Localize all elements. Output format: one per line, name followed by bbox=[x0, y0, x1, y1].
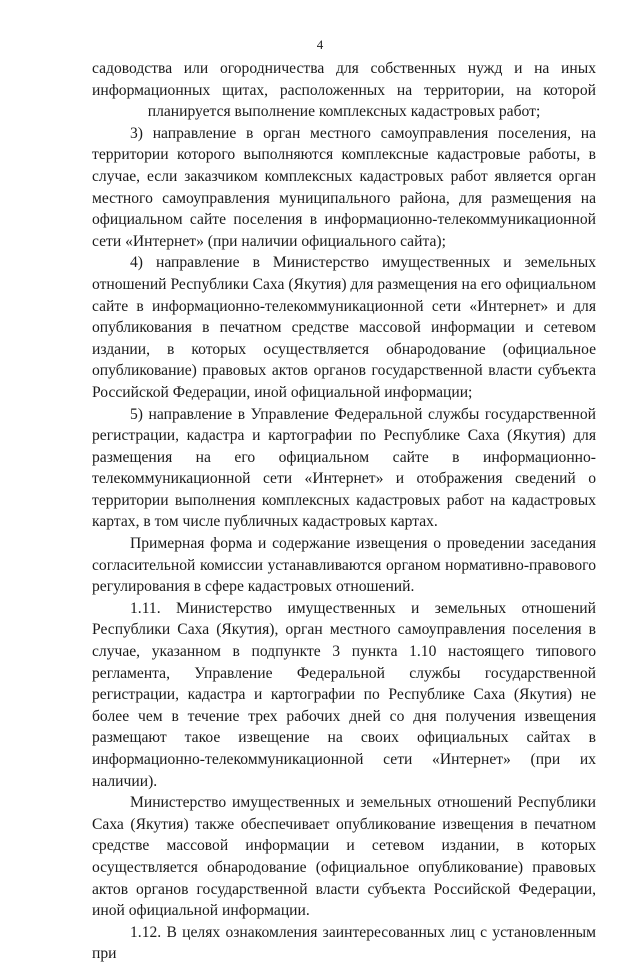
paragraph-item-3: 3) направление в орган местного самоуправления поселения, на территории которого выполняются комплексные кадастровые работы, в случае, если заказчиком комплексных кадастровых работ является орган местного самоуправления муниципального района, для размещения на официальном сайте поселения в информационно-телекоммуникационной сети «Интернет» (при наличии официального сайта); bbox=[92, 124, 596, 250]
paragraph-continuation: садоводства или огородничества для собственных нужд и на иных информационных щитах, расположенных на территории, на которой планируется выполнение комплексных кадастровых работ; bbox=[92, 60, 596, 121]
paragraph-item-5: 5) направление в Управление Федеральной службы государственной регистрации, кадастра и картографии по Республике Саха (Якутия) для размещения на его официальном сайте в информационно-телекоммуникационной сети «Интернет» и отображения сведений о территории выполнения комплексных кадастровых работ на кадастровых картах, в том числе публичных кадастровых картах. bbox=[92, 405, 596, 531]
paragraph-notice-form: Примерная форма и содержание извещения о проведении заседания согласительной комиссии устанавливаются органом нормативно-правового регулирования в сфере кадастровых отношений. bbox=[92, 535, 596, 596]
page-number: 4 bbox=[316, 37, 324, 52]
paragraph-item-4: 4) направление в Министерство имущественных и земельных отношений Республики Саха (Якутия) для размещения на его официальном сайте в информационно-телекоммуникационной сети «Интернет» и для опубликования в печатном средстве массовой информации и сетевом издании, в которых осуществляется обнародование (официальное опубликование) правовых актов органов государственной власти субъекта Российской Федерации, иной официальной информации; bbox=[92, 254, 596, 401]
paragraph-section-1-11: 1.11. Министерство имущественных и земельных отношений Республики Саха (Якутия), орган местного самоуправления поселения в случае, указанном в подпункте 3 пункта 1.10 настоящего типового регламента, Управление Федеральной службы государственной регистрации, кадастра и картографии по Республике Саха (Якутия) не более чем в течение трех рабочих дней со дня получения извещения размещают такое извещение на своих официальных сайтах в информационно-телекоммуникационной сети «Интернет» (при их наличии). bbox=[92, 599, 596, 790]
document-body bbox=[92, 58, 596, 965]
paragraph-section-1-12: 1.12. В целях ознакомления заинтересованных лиц с установленным при bbox=[92, 923, 596, 963]
paragraph-ministry-publication: Министерство имущественных и земельных отношений Республики Саха (Якутия) также обеспечивает опубликование извещения в печатном средстве массовой информации и сетевом издании, в которых осуществляется обнародование (официальное опубликование) правовых актов органов государственной власти субъекта Российской Федерации, иной официальной информации. bbox=[92, 794, 596, 920]
